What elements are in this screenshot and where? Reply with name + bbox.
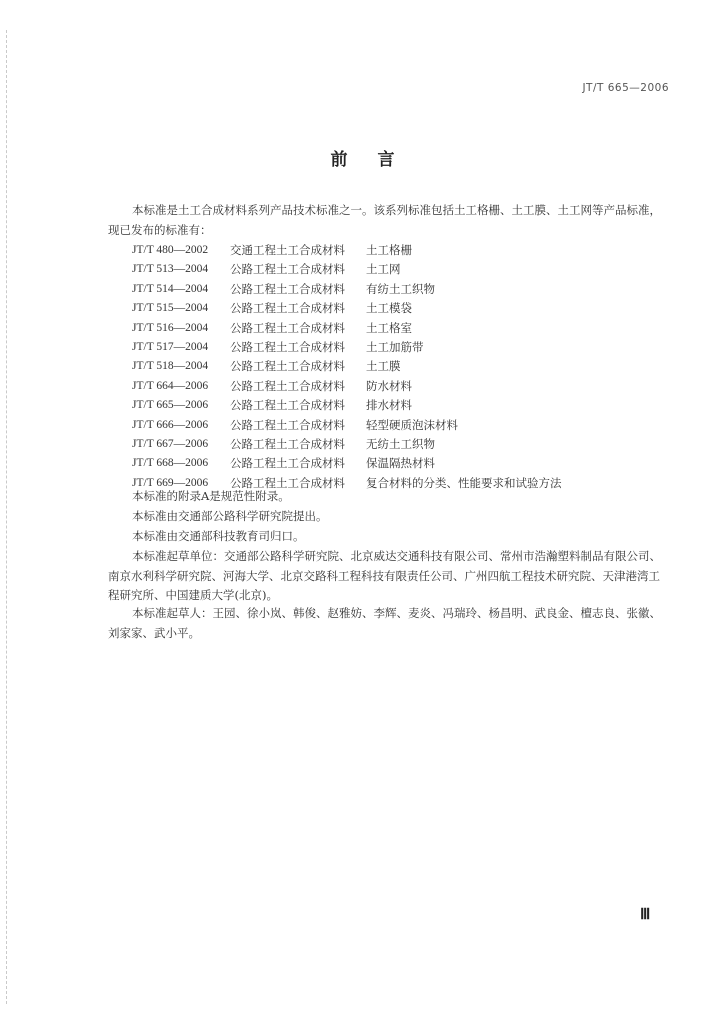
standard-code: JT/T 514—2004 (132, 282, 209, 295)
standard-code: JT/T 669—2006 (132, 476, 209, 489)
standard-series: 交通工程土工合成材料 (230, 243, 345, 257)
standard-row (132, 260, 562, 279)
standard-name: 土工加筋带 (366, 339, 424, 354)
standard-name: 土工格室 (366, 320, 412, 335)
standard-name: 轻型硬质泡沫材料 (366, 417, 458, 432)
standard-series: 公路工程土工合成材料 (230, 301, 345, 316)
standard-code: JT/T 665—2006 (132, 399, 209, 412)
standard-row (132, 435, 562, 454)
standard-code: JT/T 664—2006 (132, 379, 209, 392)
standard-series: 公路工程土工合成材料 (230, 456, 345, 471)
standard-row (132, 416, 562, 435)
standard-series: 公路工程土工合成材料 (230, 417, 345, 432)
standard-series: 公路工程土工合成材料 (230, 359, 345, 374)
standard-series: 公路工程土工合成材料 (230, 281, 345, 296)
standards-list (132, 241, 562, 493)
standard-code: JT/T 480—2002 (132, 244, 209, 256)
running-header-code: JT/T 665—2006 (582, 82, 669, 94)
standard-code: JT/T 666—2006 (132, 418, 209, 431)
drafting-units-paragraph: 本标准起草单位：交通部公路科学研究院、北京威达交通科技有限公司、常州市浩瀚塑料制品有限公司、南京水利科学研究院、河海大学、北京交路科工程科技有限责任公司、广州四航工程技术研究院、天津港湾工程研究所、中国建质大学(北京)。 (108, 549, 661, 602)
standard-name: 土工膜 (366, 359, 401, 374)
standard-row (132, 377, 562, 396)
binding-margin-line (6, 30, 8, 1004)
standard-name: 排水材料 (366, 398, 412, 413)
standard-row (132, 319, 562, 338)
standard-code: JT/T 516—2004 (132, 321, 209, 334)
standard-row (132, 454, 562, 473)
standard-name: 无纺土工织物 (366, 436, 435, 451)
standard-series: 公路工程土工合成材料 (230, 339, 345, 354)
drafters-paragraph: 本标准起草人：王园、徐小岚、韩俊、赵雅妨、李辉、麦炎、冯瑞玲、杨昌明、武良金、檀志良、张徽、刘家家、武小平。 (108, 606, 661, 640)
standard-code: JT/T 518—2004 (132, 360, 209, 373)
standard-code: JT/T 668—2006 (132, 457, 209, 470)
appendix-note: 本标准的附录A是规范性附录。 (132, 489, 290, 503)
standard-series: 公路工程土工合成材料 (230, 436, 345, 451)
centralizer-note: 本标准由交通部科技教育司归口。 (132, 529, 305, 543)
standard-row (132, 338, 562, 357)
standard-row (132, 299, 562, 318)
standard-code: JT/T 515—2004 (132, 302, 209, 315)
standard-row (132, 280, 562, 299)
page-title: 前言 (330, 150, 425, 170)
standard-name: 保温隔热材料 (366, 456, 435, 471)
standard-row (132, 241, 562, 260)
intro-paragraph: 本标准是土工合成材料系列产品技术标准之一。该系列标准包括土工格栅、土工膜、土工网等产品标准，现已发布的标准有： (108, 203, 661, 237)
standard-code: JT/T 667—2006 (132, 437, 209, 450)
standard-name: 土工模袋 (366, 301, 412, 316)
standard-name: 防水材料 (366, 378, 412, 393)
standard-series: 公路工程土工合成材料 (230, 475, 345, 490)
standard-series: 公路工程土工合成材料 (230, 378, 345, 393)
standard-code: JT/T 513—2004 (132, 263, 209, 276)
standard-row (132, 357, 562, 376)
standard-name: 有纺土工织物 (366, 281, 435, 296)
standard-series: 公路工程土工合成材料 (230, 398, 345, 413)
standard-series: 公路工程土工合成材料 (230, 262, 345, 277)
standard-name: 复合材料的分类、性能要求和试验方法 (366, 475, 562, 490)
standard-name: 土工网 (366, 262, 401, 277)
standard-name: 土工格栅 (366, 243, 412, 257)
page-number: Ⅲ (640, 907, 651, 923)
proposer-note: 本标准由交通部公路科学研究院提出。 (132, 509, 328, 523)
standard-series: 公路工程土工合成材料 (230, 320, 345, 335)
standard-code: JT/T 517—2004 (132, 340, 209, 353)
standard-row (132, 396, 562, 415)
